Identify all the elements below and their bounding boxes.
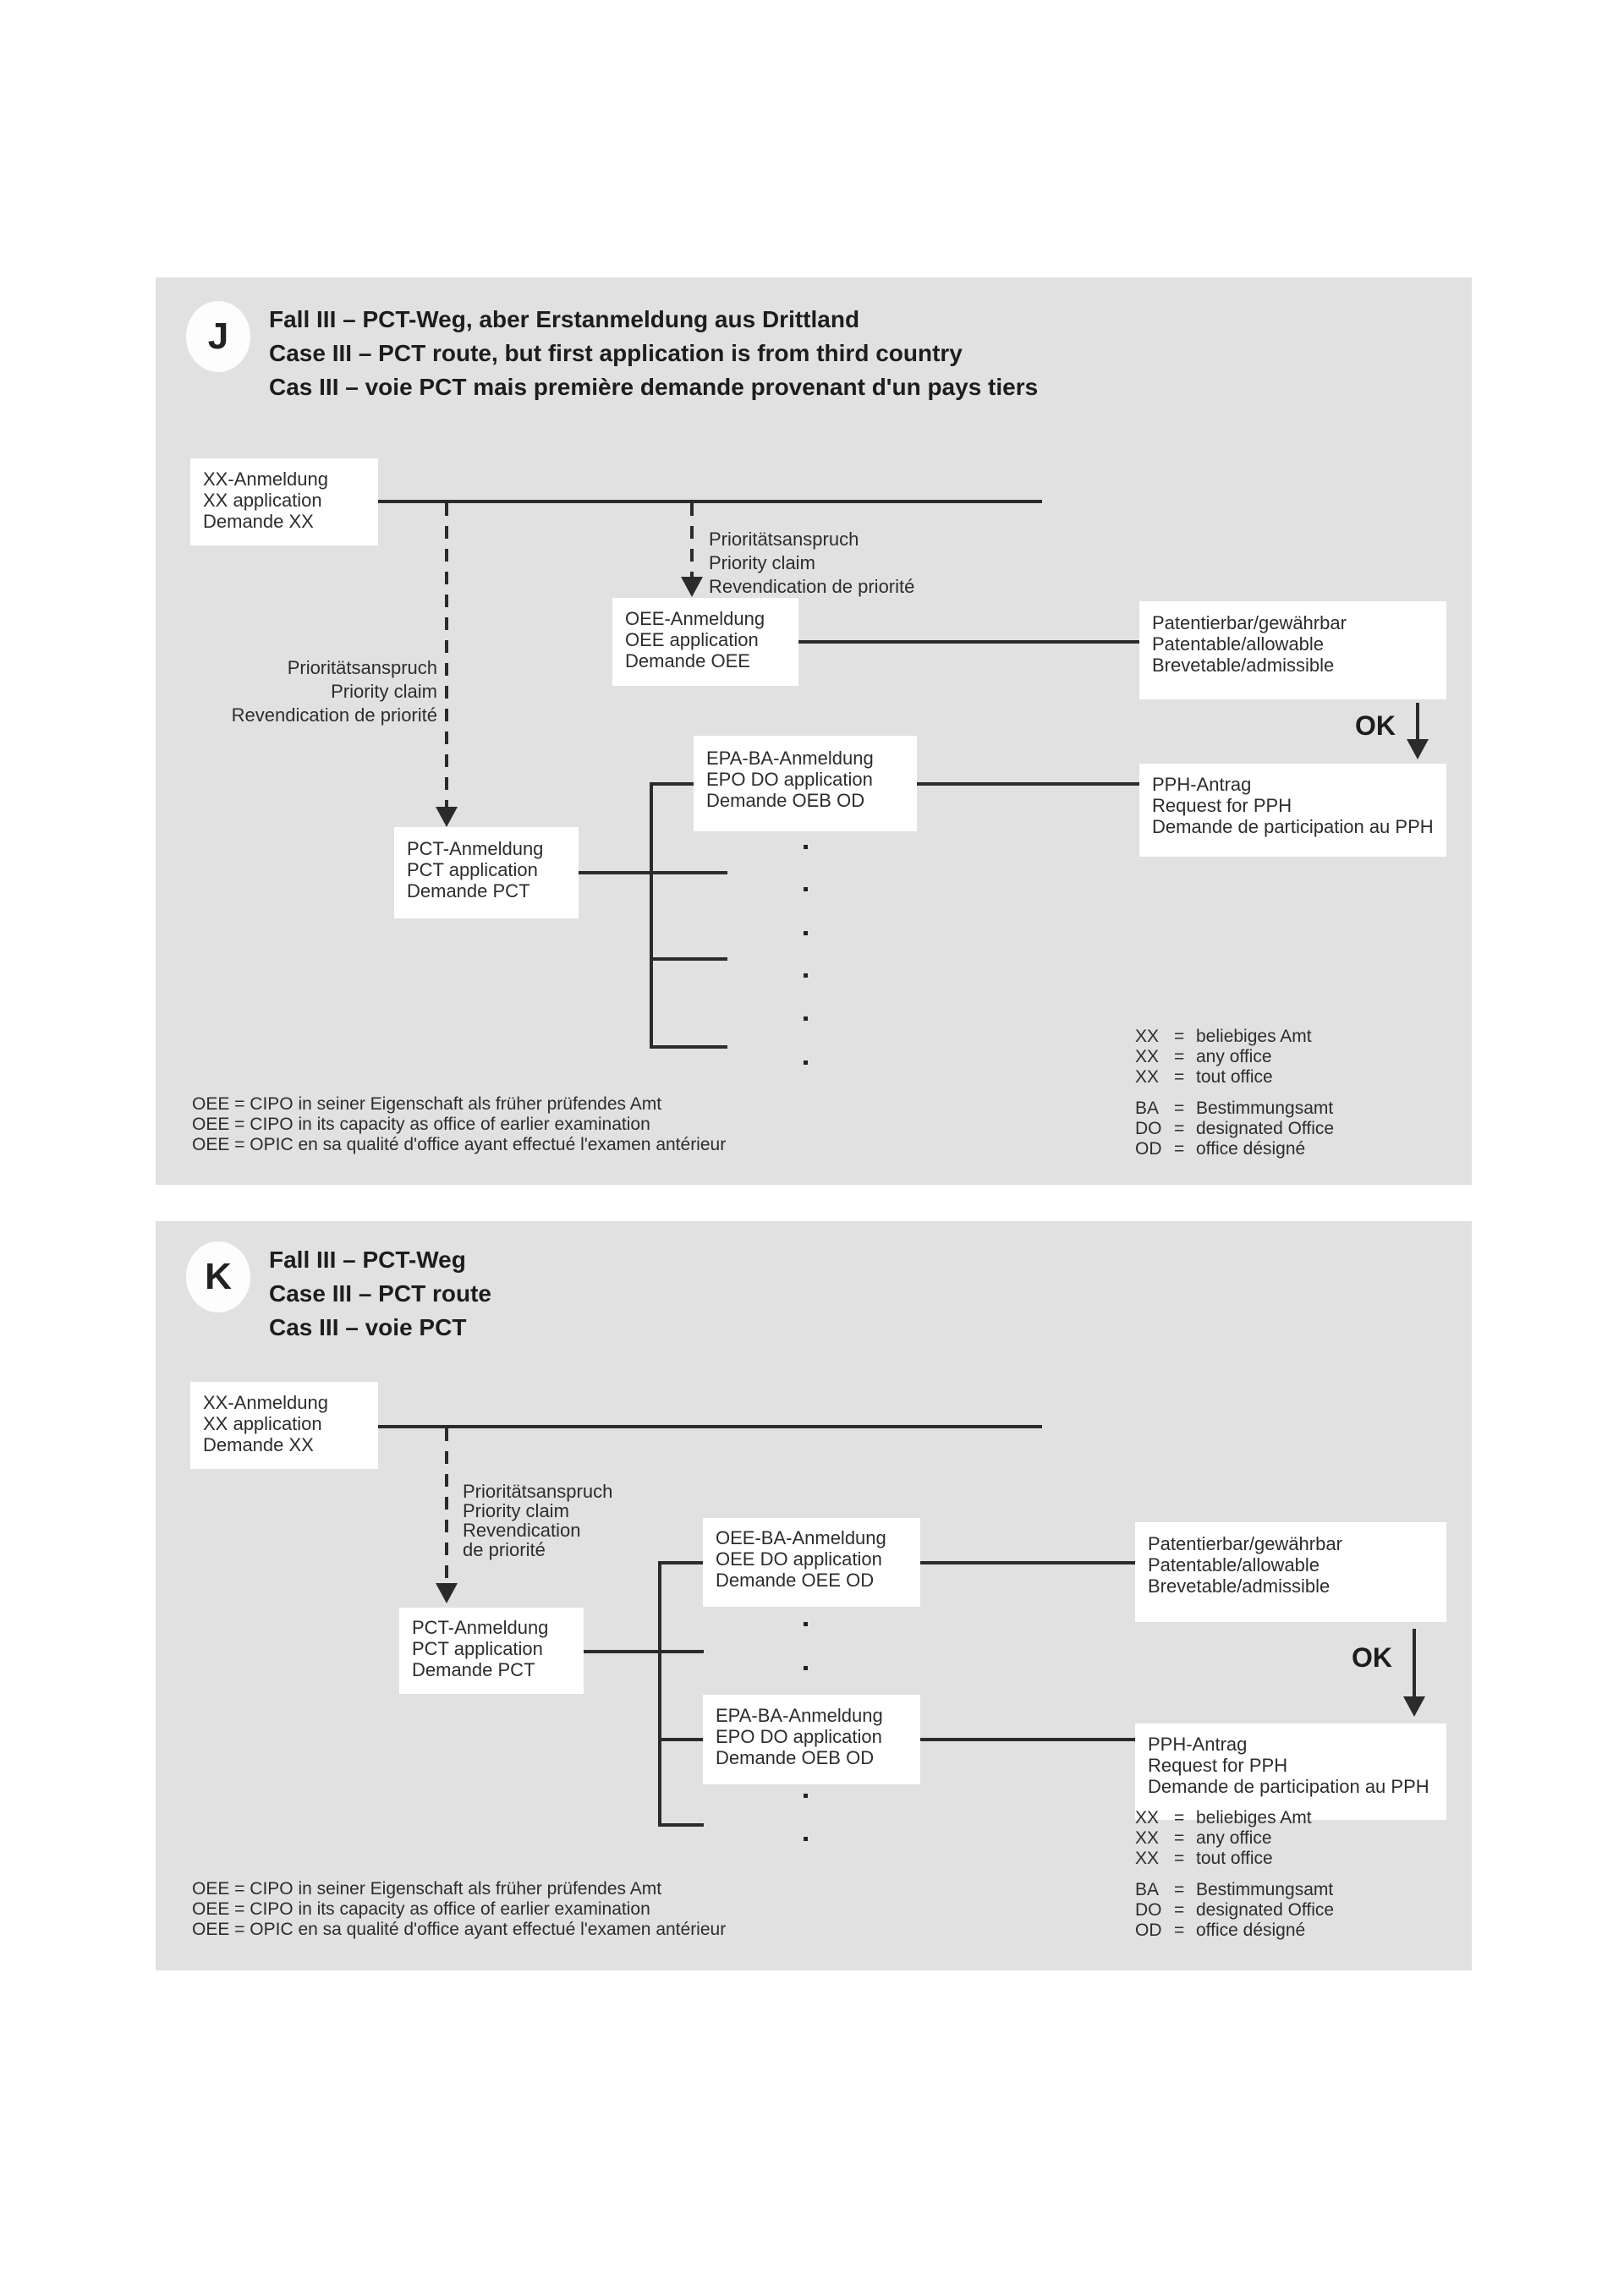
legend-text: beliebiges Amt (1196, 1027, 1312, 1046)
priority-upper-de: Prioritätsanspruch (709, 529, 859, 550)
connector-epa-pph-k (920, 1738, 1135, 1741)
legend-abbr: BA (1135, 1099, 1160, 1118)
legend-eq: = (1174, 1828, 1185, 1848)
box-patentable-k-de: Patentierbar/gewährbar (1148, 1533, 1342, 1554)
panel-k-title-fr: Cas III – voie PCT (269, 1314, 467, 1340)
priority-k-fr2: de priorité (463, 1539, 546, 1560)
box-epa-k-en: EPO DO application (716, 1726, 882, 1747)
box-xx-application (190, 458, 378, 545)
priority-left-en: Priority claim (331, 681, 437, 702)
legend-text: tout office (1196, 1849, 1273, 1868)
legend-abbr: BA (1135, 1880, 1160, 1899)
legend-eq: = (1174, 1139, 1185, 1159)
legend-row (1135, 1119, 1334, 1139)
legend-abbreviations-j (1135, 1027, 1334, 1159)
panel-case-iii-pct-route (156, 1221, 1472, 1970)
box-pct-k-de: PCT-Anmeldung (412, 1617, 549, 1638)
legend-row (1135, 1099, 1334, 1119)
legend-eq: = (1174, 1119, 1185, 1138)
legend-abbreviations-k (1135, 1808, 1334, 1941)
legend-abbr: XX (1135, 1808, 1160, 1827)
box-epa-j-fr: Demande OEB OD (706, 790, 865, 811)
box-epa-j-en: EPO DO application (706, 769, 873, 790)
ellipsis-dot (804, 1666, 808, 1670)
ok-arrowhead-k (1403, 1696, 1425, 1717)
legend-oee-k-de: OEE = CIPO in seiner Eigenschaft als früher prüfendes Amt (192, 1879, 662, 1899)
legend-abbr: XX (1135, 1027, 1160, 1046)
box-pph-j-fr: Demande de participation au PPH (1152, 816, 1434, 837)
legend-text: any office (1196, 1828, 1272, 1848)
legend-row (1135, 1880, 1334, 1900)
legend-text: Bestimmungsamt (1196, 1880, 1334, 1899)
legend-row (1135, 1808, 1334, 1828)
panel-case-iii-third-country (156, 277, 1472, 1185)
legend-text: designated Office (1196, 1119, 1335, 1138)
legend-text: any office (1196, 1047, 1272, 1066)
legend-row (1135, 1900, 1334, 1921)
priority-k-en: Priority claim (463, 1500, 569, 1521)
panel-k-title-en: Case III – PCT route (269, 1280, 491, 1307)
priority-claim-label-left (195, 656, 437, 727)
legend-text: tout office (1196, 1067, 1273, 1087)
priority-k-fr1: Revendication (463, 1520, 581, 1541)
priority-claim-label-upper (709, 528, 914, 599)
box-pph-request-k (1135, 1723, 1446, 1820)
legend-abbr: XX (1135, 1047, 1160, 1066)
legend-text: designated Office (1196, 1900, 1335, 1920)
box-patentable-k-en: Patentable/allowable (1148, 1554, 1320, 1575)
connector-oee-patentable (798, 640, 1139, 644)
panel-badge-j-letter: J (207, 315, 229, 357)
panel-j-title-fr: Cas III – voie PCT mais première demande provenant d'un pays tiers (269, 374, 1039, 400)
ellipsis-dot (804, 1060, 808, 1065)
legend-row (1135, 1921, 1334, 1941)
bracket-stub-top-j (650, 782, 694, 786)
priority-dashed-line-k (445, 1428, 448, 1583)
ellipsis-dot (804, 973, 808, 978)
box-epa-j-de: EPA-BA-Anmeldung (706, 748, 874, 769)
ellipsis-dot (804, 1837, 808, 1841)
box-pph-k-en: Request for PPH (1148, 1755, 1288, 1776)
legend-eq: = (1174, 1900, 1185, 1920)
box-pct-k-en: PCT application (412, 1638, 543, 1659)
ok-label-j: OK (1355, 710, 1396, 741)
box-xx-k-de: XX-Anmeldung (203, 1392, 328, 1413)
legend-row (1135, 1027, 1334, 1047)
panel-badge-k-letter: K (205, 1256, 232, 1297)
ellipsis-dot (804, 1794, 808, 1798)
ellipsis-dot (804, 931, 808, 935)
ellipsis-dot (804, 1016, 808, 1021)
legend-oee-j-de: OEE = CIPO in seiner Eigenschaft als früher prüfendes Amt (192, 1094, 662, 1114)
legend-eq: = (1174, 1880, 1185, 1899)
box-pct-j-en: PCT application (407, 859, 538, 880)
box-pct-k-fr: Demande PCT (412, 1659, 535, 1680)
box-pph-request-j (1139, 764, 1446, 857)
box-oee-application (612, 598, 798, 686)
ellipsis-dot (804, 1622, 808, 1626)
bracket-vertical-k (658, 1561, 661, 1827)
legend-text: Bestimmungsamt (1196, 1099, 1334, 1118)
panel-j-title-en: Case III – PCT route, but first application is from third country (269, 340, 963, 366)
priority-upper-fr: Revendication de priorité (709, 576, 915, 597)
legend-eq: = (1174, 1047, 1185, 1066)
box-patentable-k (1135, 1522, 1446, 1622)
panel-badge-k (186, 1241, 250, 1312)
ok-arrow-line-k (1413, 1629, 1416, 1698)
box-oee-line-de: OEE-Anmeldung (625, 608, 765, 629)
box-epa-k-fr: Demande OEB OD (716, 1747, 875, 1768)
arrowhead-to-oee (681, 577, 703, 597)
legend-eq: = (1174, 1849, 1185, 1868)
box-patentable-j-de: Patentierbar/gewährbar (1152, 612, 1347, 633)
ok-label-k: OK (1352, 1642, 1392, 1673)
legend-oee-j-fr: OEE = OPIC en sa qualité d'office ayant effectué l'examen antérieur (192, 1135, 727, 1154)
box-pph-j-en: Request for PPH (1152, 795, 1292, 816)
box-oeeba-k-de: OEE-BA-Anmeldung (716, 1527, 886, 1548)
box-oee-line-en: OEE application (625, 629, 759, 650)
box-patentable-j (1139, 601, 1446, 699)
timeline-line-k (378, 1425, 1042, 1428)
legend-abbr: DO (1135, 1119, 1162, 1138)
legend-oee-k-fr: OEE = OPIC en sa qualité d'office ayant effectué l'examen antérieur (192, 1920, 727, 1939)
box-pph-j-de: PPH-Antrag (1152, 774, 1252, 795)
legend-abbr: DO (1135, 1900, 1162, 1920)
box-xx-k-en: XX application (203, 1413, 322, 1434)
ok-arrowhead-j (1407, 739, 1429, 759)
panel-j-title-de: Fall III – PCT-Weg, aber Erstanmeldung aus Drittland (269, 306, 860, 332)
legend-abbr: OD (1135, 1921, 1162, 1940)
box-oeeba-k-fr: Demande OEE OD (716, 1570, 875, 1591)
ellipsis-dot (804, 887, 808, 891)
priority-left-fr: Revendication de priorité (231, 704, 437, 726)
bracket-stub-epa-k (658, 1738, 703, 1741)
box-pph-k-de: PPH-Antrag (1148, 1734, 1248, 1755)
box-xx-line-de: XX-Anmeldung (203, 469, 328, 490)
panel-k-title (269, 1243, 491, 1345)
box-epa-k-de: EPA-BA-Anmeldung (716, 1705, 883, 1726)
priority-k-de: Prioritätsanspruch (463, 1481, 613, 1502)
box-patentable-j-fr: Brevetable/admissible (1152, 655, 1335, 676)
bracket-stub-middle-j (650, 957, 727, 961)
bracket-vertical-j (650, 782, 653, 1049)
priority-claim-label-k (463, 1482, 612, 1559)
box-pct-j-fr: Demande PCT (407, 880, 530, 901)
connector-epa-pph-j (917, 782, 1139, 786)
box-xx-line-en: XX application (203, 490, 322, 511)
legend-eq: = (1174, 1067, 1185, 1087)
legend-abbr: XX (1135, 1849, 1160, 1868)
box-xx-application-k (190, 1382, 378, 1469)
connector-pct-bracket-j (579, 871, 727, 874)
box-pct-j-de: PCT-Anmeldung (407, 838, 544, 859)
bracket-stub-bottom-k (658, 1823, 704, 1827)
arrowhead-to-pct (436, 807, 458, 827)
legend-text: office désigné (1196, 1139, 1306, 1159)
legend-row (1135, 1139, 1334, 1159)
box-pph-k-fr: Demande de participation au PPH (1148, 1776, 1429, 1797)
legend-abbr: XX (1135, 1828, 1160, 1848)
box-pct-application-j (394, 827, 579, 918)
box-xx-k-fr: Demande XX (203, 1434, 314, 1455)
legend-oee-k (192, 1879, 726, 1940)
box-oeeba-k-en: OEE DO application (716, 1548, 882, 1570)
legend-text: office désigné (1196, 1921, 1306, 1940)
priority-left-de: Prioritätsanspruch (287, 657, 437, 678)
arrowhead-to-pct-k (436, 1583, 458, 1603)
priority-dashed-line-oee (690, 503, 694, 577)
panel-k-title-de: Fall III – PCT-Weg (269, 1247, 466, 1273)
legend-text: beliebiges Amt (1196, 1808, 1312, 1827)
legend-abbr: OD (1135, 1139, 1162, 1159)
connector-oeeba-patentable-k (920, 1561, 1135, 1564)
legend-eq: = (1174, 1808, 1185, 1827)
panel-badge-j (186, 301, 250, 372)
legend-eq: = (1174, 1099, 1185, 1118)
legend-oee-j-en: OEE = CIPO in its capacity as office of earlier examination (192, 1115, 650, 1134)
legend-oee-k-en: OEE = CIPO in its capacity as office of earlier examination (192, 1899, 650, 1919)
box-epo-do-application-j (694, 736, 917, 831)
legend-eq: = (1174, 1027, 1185, 1046)
priority-upper-en: Priority claim (709, 552, 815, 573)
legend-row (1135, 1047, 1334, 1067)
box-oee-do-application-k (703, 1518, 920, 1607)
panel-j-title (269, 303, 1038, 404)
timeline-line (378, 500, 1042, 503)
legend-abbr: XX (1135, 1067, 1160, 1087)
legend-oee-j (192, 1094, 726, 1155)
connector-pct-bracket-k (584, 1650, 704, 1653)
box-epo-do-application-k (703, 1695, 920, 1784)
box-pct-application-k (399, 1608, 584, 1694)
legend-row (1135, 1849, 1334, 1869)
bracket-stub-oeeba-k (658, 1561, 703, 1564)
legend-eq: = (1174, 1921, 1185, 1940)
ellipsis-dot (804, 845, 808, 849)
bracket-stub-bottom-j (650, 1045, 727, 1049)
box-patentable-j-en: Patentable/allowable (1152, 633, 1325, 655)
box-xx-line-fr: Demande XX (203, 511, 314, 532)
box-oee-line-fr: Demande OEE (625, 650, 750, 671)
box-patentable-k-fr: Brevetable/admissible (1148, 1575, 1330, 1597)
priority-dashed-line-pct (445, 503, 448, 808)
legend-row (1135, 1067, 1334, 1088)
ok-arrow-line-j (1416, 703, 1419, 742)
legend-row (1135, 1828, 1334, 1849)
